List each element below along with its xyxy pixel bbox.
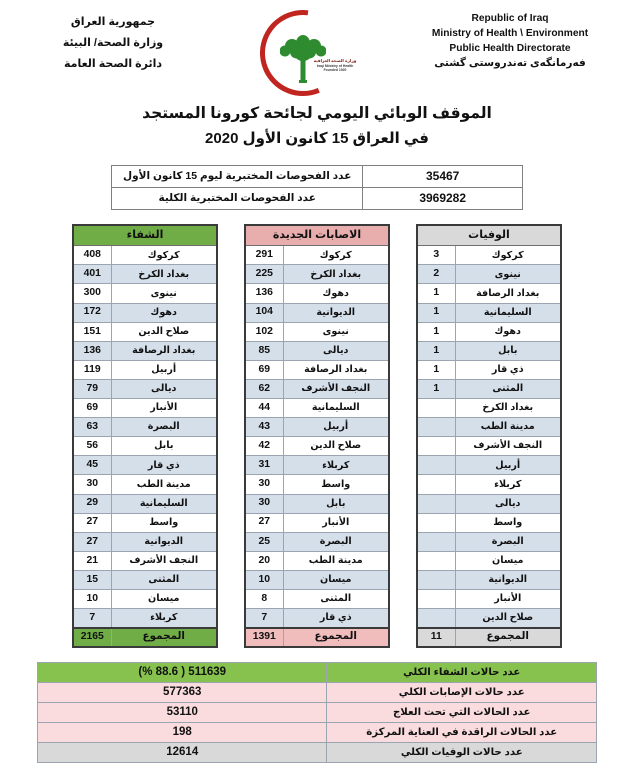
- lab-tests-body: [112, 165, 523, 209]
- recovered-row: [73, 437, 217, 456]
- recovered-row: [73, 399, 217, 418]
- page-header: [0, 0, 634, 100]
- recovered-governorate: ديالى: [111, 379, 217, 398]
- recovered-count: 15: [73, 570, 111, 589]
- header-ar-line3: دائرة الصحة العامة: [63, 57, 163, 70]
- new-cases-governorate: بابل: [283, 494, 389, 513]
- new-cases-governorate: كركوك: [283, 246, 389, 265]
- new-cases-count: 27: [245, 513, 283, 532]
- header-en-line3: Public Health Directorate: [449, 42, 571, 54]
- recovered-count: 30: [73, 475, 111, 494]
- recovered-count: 69: [73, 399, 111, 418]
- new-cases-count: 30: [245, 475, 283, 494]
- new-cases-row: [245, 379, 389, 398]
- recovered-governorate: الأنبار: [111, 399, 217, 418]
- new-cases-row: [245, 589, 389, 608]
- deaths-total-label: المجموع: [455, 628, 561, 647]
- new-cases-governorate: السليمانية: [283, 399, 389, 418]
- recovered-governorate: نينوى: [111, 284, 217, 303]
- summary-row: [38, 742, 597, 762]
- recovered-count: 27: [73, 532, 111, 551]
- deaths-total-value: 11: [417, 628, 455, 647]
- new-cases-row: [245, 284, 389, 303]
- recovered-count: 136: [73, 341, 111, 360]
- new-cases-count: 85: [245, 341, 283, 360]
- deaths-count: [417, 399, 455, 418]
- new-cases-governorate: أربيل: [283, 418, 389, 437]
- summary-row: [38, 722, 597, 742]
- new-cases-row: [245, 494, 389, 513]
- recovered-governorate: مدينة الطب: [111, 475, 217, 494]
- new-cases-governorate: ديالى: [283, 341, 389, 360]
- recovered-row: [73, 341, 217, 360]
- new-cases-governorate: بغداد الكرخ: [283, 265, 389, 284]
- deaths-count: 1: [417, 341, 455, 360]
- deaths-row: [417, 284, 561, 303]
- summary-label: عدد حالات الشفاء الكلي: [327, 662, 597, 682]
- new-cases-governorate: البصرة: [283, 532, 389, 551]
- deaths-row: [417, 322, 561, 341]
- recovered-count: 151: [73, 322, 111, 341]
- deaths-count: [417, 570, 455, 589]
- new-cases-governorate: المثنى: [283, 589, 389, 608]
- new-cases-total-label: المجموع: [283, 628, 389, 647]
- new-cases-count: 291: [245, 246, 283, 265]
- recovered-count: 27: [73, 513, 111, 532]
- new-cases-row: [245, 303, 389, 322]
- header-en-line2: Ministry of Health \ Environment: [431, 27, 589, 39]
- deaths-governorate: كربلاء: [455, 475, 561, 494]
- new-cases-governorate: دهوك: [283, 284, 389, 303]
- new-cases-count: 30: [245, 494, 283, 513]
- deaths-row: [417, 418, 561, 437]
- recovered-row: [73, 246, 217, 265]
- recovered-row: [73, 379, 217, 398]
- recovered-governorate: صلاح الدين: [111, 322, 217, 341]
- deaths-governorate: دهوك: [455, 322, 561, 341]
- summary-value: 53110: [38, 702, 327, 722]
- new-cases-governorate: بغداد الرصافة: [283, 360, 389, 379]
- deaths-row: [417, 341, 561, 360]
- summary-value: 198: [38, 722, 327, 742]
- lab-tests-value: 3969282: [363, 187, 523, 209]
- lab-tests-row: [112, 187, 523, 209]
- recovered-governorate: كربلاء: [111, 609, 217, 628]
- recovered-count: 7: [73, 609, 111, 628]
- report-title-line2: في العراق 15 كانون الأول 2020: [205, 129, 429, 147]
- deaths-row: [417, 303, 561, 322]
- new-cases-governorate: ميسان: [283, 570, 389, 589]
- new-cases-count: 31: [245, 456, 283, 475]
- lab-tests-table: [111, 165, 523, 210]
- deaths-count: [417, 609, 455, 628]
- new-cases-count: 102: [245, 322, 283, 341]
- new-cases-count: 104: [245, 303, 283, 322]
- deaths-governorate: صلاح الدين: [455, 609, 561, 628]
- header-kurdish-line: فه‌رمانگه‌ی ته‌ندروستی گشتی: [434, 57, 586, 70]
- recovered-count: 21: [73, 551, 111, 570]
- deaths-header-row: [417, 225, 561, 246]
- recovered-count: 29: [73, 494, 111, 513]
- deaths-row: [417, 399, 561, 418]
- summary-label: عدد الحالات الراقدة في العناية المركزة: [327, 722, 597, 742]
- deaths-governorate: أربيل: [455, 456, 561, 475]
- deaths-governorate: نينوى: [455, 265, 561, 284]
- deaths-count: 1: [417, 322, 455, 341]
- deaths-governorate: النجف الأشرف: [455, 437, 561, 456]
- recovered-row: [73, 360, 217, 379]
- deaths-count: 2: [417, 265, 455, 284]
- new-cases-row: [245, 360, 389, 379]
- summary-row: [38, 662, 597, 682]
- new-cases-row: [245, 246, 389, 265]
- recovered-governorate: بغداد الرصافة: [111, 341, 217, 360]
- deaths-row: [417, 532, 561, 551]
- recovered-count: 10: [73, 589, 111, 608]
- recovered-row: [73, 475, 217, 494]
- deaths-row: [417, 551, 561, 570]
- logo-caption: [310, 58, 360, 73]
- deaths-row: [417, 379, 561, 398]
- recovered-count: 45: [73, 456, 111, 475]
- deaths-row: [417, 475, 561, 494]
- deaths-row: [417, 589, 561, 608]
- new-cases-governorate: نينوى: [283, 322, 389, 341]
- recovered-header: الشفاء: [73, 225, 217, 246]
- recovered-row: [73, 456, 217, 475]
- deaths-body: [417, 246, 561, 647]
- recovered-row: [73, 570, 217, 589]
- deaths-header: الوفيات: [417, 225, 561, 246]
- recovered-governorate: ذي قار: [111, 456, 217, 475]
- recovered-count: 79: [73, 379, 111, 398]
- recovered-governorate: السليمانية: [111, 494, 217, 513]
- recovered-governorate: بغداد الكرخ: [111, 265, 217, 284]
- governorate-tables: [0, 224, 634, 648]
- new-cases-governorate: كربلاء: [283, 456, 389, 475]
- new-cases-row: [245, 456, 389, 475]
- new-cases-count: 136: [245, 284, 283, 303]
- new-cases-row: [245, 513, 389, 532]
- summary-label: عدد حالات الإصابات الكلي: [327, 682, 597, 702]
- recovered-count: 401: [73, 265, 111, 284]
- new-cases-row: [245, 322, 389, 341]
- deaths-row: [417, 609, 561, 628]
- recovered-count: 63: [73, 418, 111, 437]
- summary-value: 12614: [38, 742, 327, 762]
- lab-tests-label: عدد الفحوصات المختبرية ليوم 15 كانون الأول: [112, 165, 363, 187]
- new-cases-governorate: النجف الأشرف: [283, 379, 389, 398]
- new-cases-governorate: صلاح الدين: [283, 437, 389, 456]
- deaths-count: [417, 456, 455, 475]
- recovered-governorate: كركوك: [111, 246, 217, 265]
- new-cases-row: [245, 418, 389, 437]
- new-cases-row: [245, 551, 389, 570]
- new-cases-row: [245, 265, 389, 284]
- lab-tests-value: 35467: [363, 165, 523, 187]
- recovered-governorate: الديوانية: [111, 532, 217, 551]
- recovered-governorate: البصرة: [111, 418, 217, 437]
- recovered-governorate: النجف الأشرف: [111, 551, 217, 570]
- new-cases-count: 44: [245, 399, 283, 418]
- deaths-table: [416, 224, 562, 648]
- deaths-governorate: الديوانية: [455, 570, 561, 589]
- deaths-count: 1: [417, 360, 455, 379]
- recovered-count: 172: [73, 303, 111, 322]
- recovered-governorate: واسط: [111, 513, 217, 532]
- recovered-header-row: [73, 225, 217, 246]
- deaths-row: [417, 246, 561, 265]
- new-cases-count: 42: [245, 437, 283, 456]
- new-cases-governorate: واسط: [283, 475, 389, 494]
- recovered-total-row: [73, 628, 217, 647]
- ministry-logo: [254, 8, 358, 100]
- lab-tests-row: [112, 165, 523, 187]
- deaths-governorate: بغداد الكرخ: [455, 399, 561, 418]
- deaths-count: 1: [417, 303, 455, 322]
- recovered-count: 408: [73, 246, 111, 265]
- new-cases-row: [245, 437, 389, 456]
- recovered-table: [72, 224, 218, 648]
- deaths-governorate: مدينة الطب: [455, 418, 561, 437]
- recovered-count: 56: [73, 437, 111, 456]
- recovered-row: [73, 532, 217, 551]
- deaths-count: 1: [417, 284, 455, 303]
- new-cases-header-row: [245, 225, 389, 246]
- report-title-line1: الموقف الوبائي اليومي لجائحة كورونا المستجد: [142, 105, 492, 122]
- deaths-count: [417, 475, 455, 494]
- recovered-governorate: دهوك: [111, 303, 217, 322]
- summary-body: [38, 662, 597, 762]
- deaths-governorate: المثنى: [455, 379, 561, 398]
- recovered-row: [73, 322, 217, 341]
- deaths-row: [417, 437, 561, 456]
- recovered-governorate: بابل: [111, 437, 217, 456]
- new-cases-count: 62: [245, 379, 283, 398]
- new-cases-total-value: 1391: [245, 628, 283, 647]
- recovered-count: 300: [73, 284, 111, 303]
- new-cases-total-row: [245, 628, 389, 647]
- recovered-count: 119: [73, 360, 111, 379]
- deaths-row: [417, 570, 561, 589]
- new-cases-count: 25: [245, 532, 283, 551]
- new-cases-governorate: مدينة الطب: [283, 551, 389, 570]
- recovered-row: [73, 551, 217, 570]
- summary-value: 577363: [38, 682, 327, 702]
- deaths-row: [417, 456, 561, 475]
- logo-caption-founded: Founded 1920: [323, 68, 347, 73]
- summary-label: عدد حالات الوفيات الكلي: [327, 742, 597, 762]
- deaths-count: [417, 532, 455, 551]
- header-en-line1: Republic of Iraq: [471, 13, 549, 24]
- recovered-governorate: المثنى: [111, 570, 217, 589]
- new-cases-count: 43: [245, 418, 283, 437]
- recovered-row: [73, 303, 217, 322]
- deaths-governorate: بابل: [455, 341, 561, 360]
- deaths-governorate: ميسان: [455, 551, 561, 570]
- new-cases-count: 225: [245, 265, 283, 284]
- deaths-count: [417, 551, 455, 570]
- new-cases-body: [245, 246, 389, 647]
- header-english-block: [404, 8, 616, 72]
- new-cases-row: [245, 532, 389, 551]
- deaths-governorate: البصرة: [455, 532, 561, 551]
- new-cases-row: [245, 475, 389, 494]
- recovered-body: [73, 246, 217, 647]
- deaths-governorate: بغداد الرصافة: [455, 284, 561, 303]
- new-cases-governorate: ذي قار: [283, 609, 389, 628]
- deaths-row: [417, 265, 561, 284]
- deaths-row: [417, 494, 561, 513]
- header-ar-line1: جمهورية العراق: [70, 16, 156, 28]
- recovered-row: [73, 265, 217, 284]
- deaths-count: 3: [417, 246, 455, 265]
- summary-row: [38, 702, 597, 722]
- deaths-count: [417, 513, 455, 532]
- recovered-row: [73, 589, 217, 608]
- deaths-count: [417, 589, 455, 608]
- summary-value: 511639 ( 88.6 %): [38, 662, 327, 682]
- lab-tests-label: عدد الفحوصات المختبرية الكلية: [112, 187, 363, 209]
- report-title: [0, 102, 634, 151]
- header-arabic-block: [18, 8, 208, 75]
- recovered-total-label: المجموع: [111, 628, 217, 647]
- deaths-governorate: كركوك: [455, 246, 561, 265]
- deaths-count: [417, 494, 455, 513]
- recovered-row: [73, 609, 217, 628]
- deaths-count: [417, 437, 455, 456]
- recovered-total-value: 2165: [73, 628, 111, 647]
- deaths-governorate: السليمانية: [455, 303, 561, 322]
- recovered-governorate: ميسان: [111, 589, 217, 608]
- new-cases-count: 20: [245, 551, 283, 570]
- deaths-governorate: ذي قار: [455, 360, 561, 379]
- new-cases-row: [245, 570, 389, 589]
- deaths-governorate: الأنبار: [455, 589, 561, 608]
- recovered-row: [73, 284, 217, 303]
- header-ar-line2: وزارة الصحة/ البيئة: [62, 36, 164, 49]
- new-cases-count: 8: [245, 589, 283, 608]
- new-cases-governorate: الأنبار: [283, 513, 389, 532]
- deaths-row: [417, 513, 561, 532]
- recovered-row: [73, 513, 217, 532]
- deaths-governorate: واسط: [455, 513, 561, 532]
- logo-caption-arabic: وزارة الصحة العراقية: [313, 58, 357, 63]
- deaths-count: [417, 418, 455, 437]
- recovered-governorate: أربيل: [111, 360, 217, 379]
- deaths-count: 1: [417, 379, 455, 398]
- deaths-governorate: ديالى: [455, 494, 561, 513]
- new-cases-count: 10: [245, 570, 283, 589]
- new-cases-row: [245, 399, 389, 418]
- summary-row: [38, 682, 597, 702]
- recovered-row: [73, 494, 217, 513]
- logo-caption-english: Iraqi Ministry of Health: [316, 63, 354, 68]
- new-cases-governorate: الديوانية: [283, 303, 389, 322]
- deaths-total-row: [417, 628, 561, 647]
- new-cases-row: [245, 341, 389, 360]
- new-cases-count: 69: [245, 360, 283, 379]
- deaths-row: [417, 360, 561, 379]
- recovered-row: [73, 418, 217, 437]
- summary-label: عدد الحالات التي تحت العلاج: [327, 702, 597, 722]
- new-cases-row: [245, 609, 389, 628]
- new-cases-header: الاصابات الجديدة: [245, 225, 389, 246]
- summary-table: [37, 662, 597, 763]
- new-cases-count: 7: [245, 609, 283, 628]
- new-cases-table: [244, 224, 390, 648]
